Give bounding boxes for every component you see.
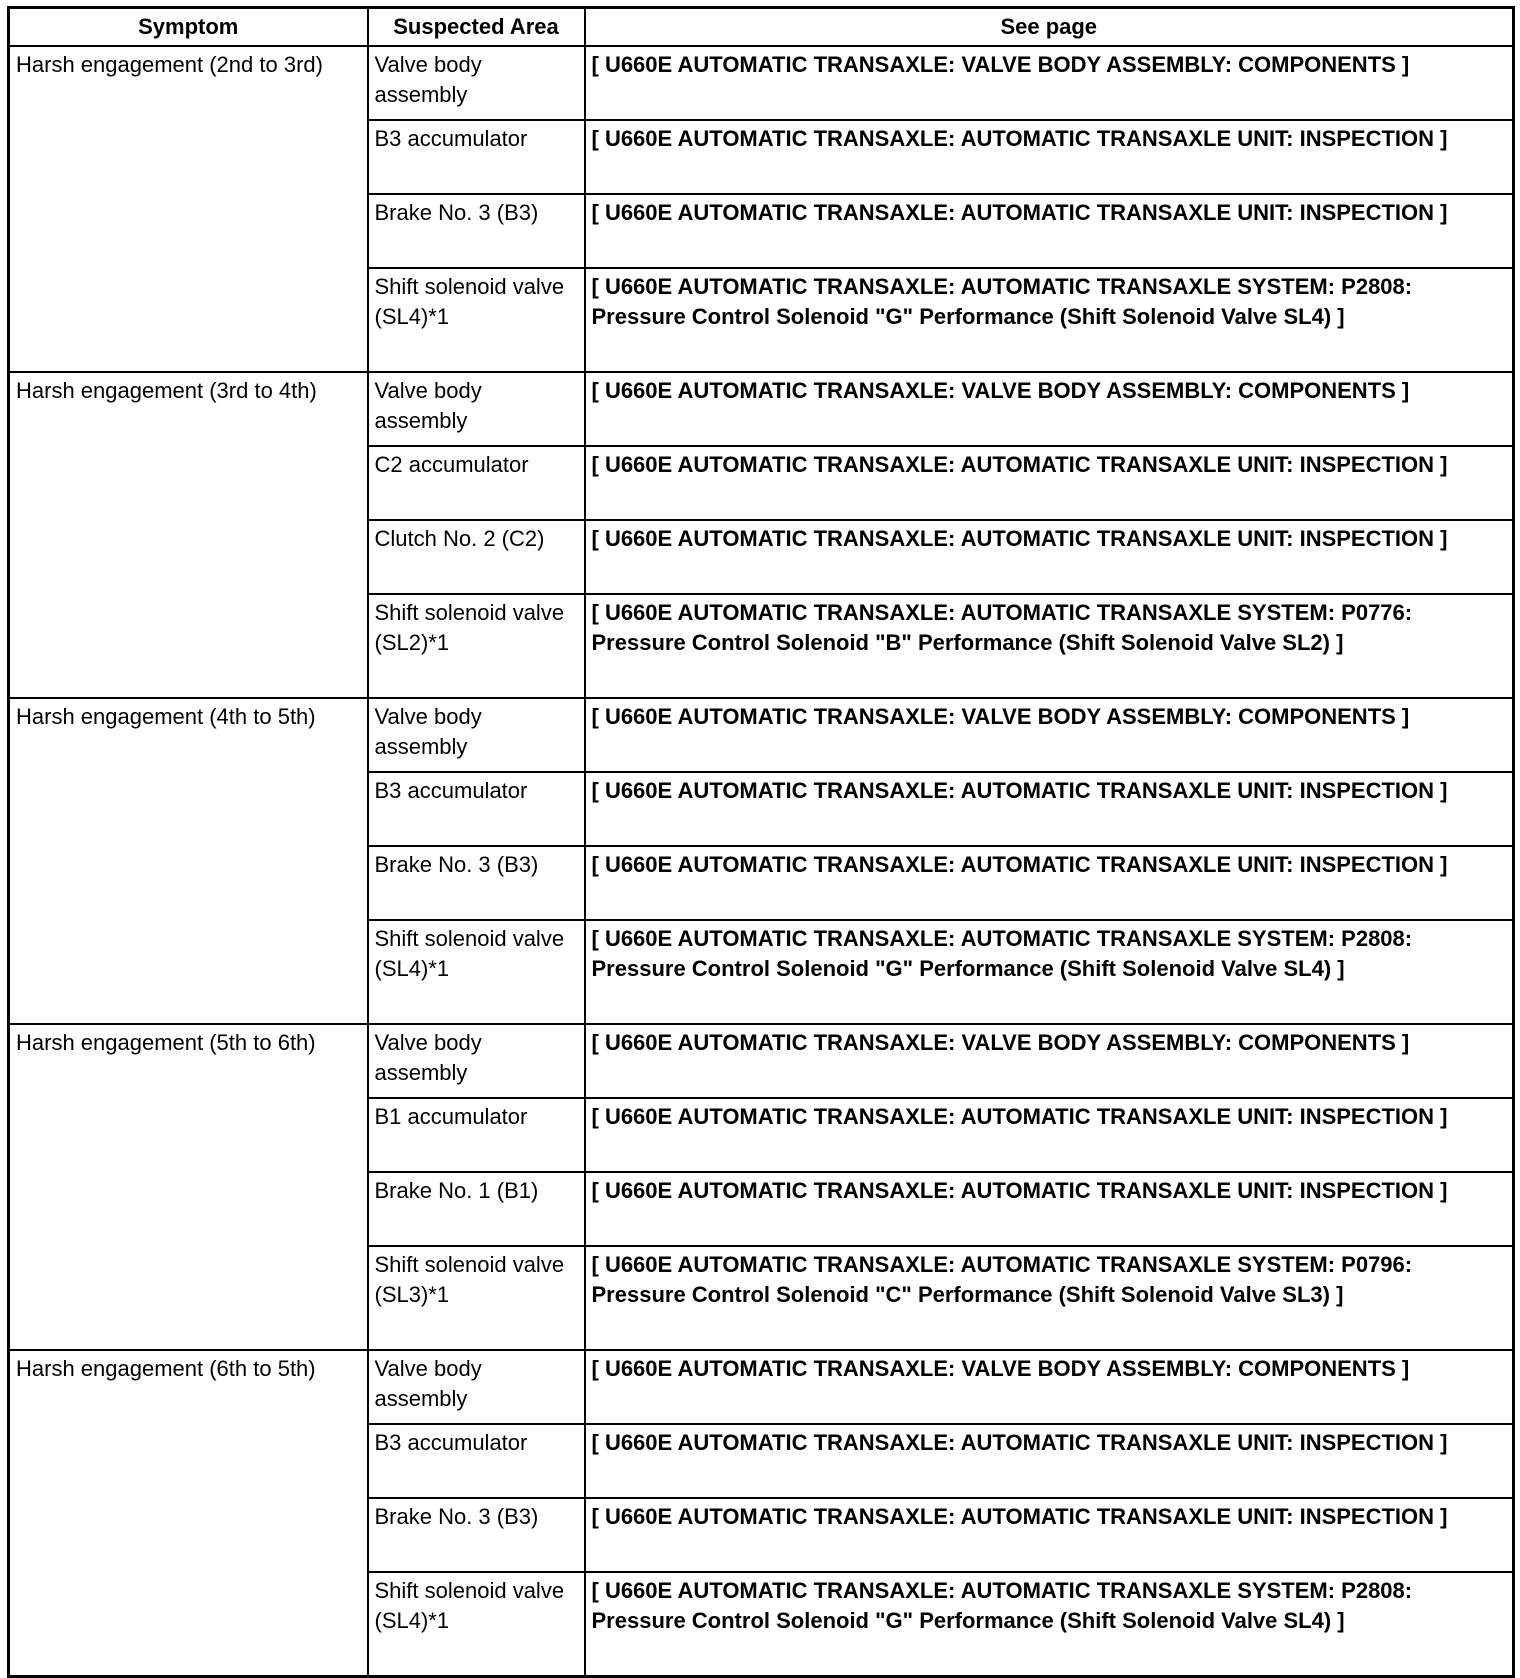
- symptom-cell: Harsh engagement (2nd to 3rd): [9, 46, 368, 372]
- table-row: [9, 698, 1514, 772]
- symptom-cell: Harsh engagement (6th to 5th): [9, 1350, 368, 1677]
- suspected-area-cell: Valve body assembly: [368, 698, 585, 772]
- see-page-link[interactable]: [ U660E AUTOMATIC TRANSAXLE: AUTOMATIC TRANSAXLE UNIT: INSPECTION ]: [585, 846, 1514, 920]
- suspected-area-cell: Shift solenoid valve (SL4)*1: [368, 268, 585, 372]
- suspected-area-cell: B3 accumulator: [368, 772, 585, 846]
- see-page-link[interactable]: [ U660E AUTOMATIC TRANSAXLE: AUTOMATIC TRANSAXLE UNIT: INSPECTION ]: [585, 1498, 1514, 1572]
- suspected-area-cell: Brake No. 3 (B3): [368, 1498, 585, 1572]
- suspected-area-cell: Valve body assembly: [368, 1024, 585, 1098]
- symptom-cell: Harsh engagement (4th to 5th): [9, 698, 368, 1024]
- suspected-area-cell: Valve body assembly: [368, 46, 585, 120]
- table-row: [9, 46, 1514, 120]
- suspected-area-cell: Brake No. 3 (B3): [368, 194, 585, 268]
- see-page-link[interactable]: [ U660E AUTOMATIC TRANSAXLE: AUTOMATIC TRANSAXLE SYSTEM: P2808: Pressure Control Solenoid "G" Performance (Shift Solenoid Valve SL4) ]: [585, 920, 1514, 1024]
- see-page-link[interactable]: [ U660E AUTOMATIC TRANSAXLE: AUTOMATIC TRANSAXLE UNIT: INSPECTION ]: [585, 446, 1514, 520]
- suspected-area-cell: Shift solenoid valve (SL3)*1: [368, 1246, 585, 1350]
- see-page-link[interactable]: [ U660E AUTOMATIC TRANSAXLE: VALVE BODY ASSEMBLY: COMPONENTS ]: [585, 46, 1514, 120]
- header-symptom: Symptom: [9, 8, 368, 47]
- see-page-link[interactable]: [ U660E AUTOMATIC TRANSAXLE: AUTOMATIC TRANSAXLE UNIT: INSPECTION ]: [585, 520, 1514, 594]
- symptom-table: [7, 6, 1515, 1678]
- table-row: [9, 372, 1514, 446]
- suspected-area-cell: Shift solenoid valve (SL4)*1: [368, 1572, 585, 1677]
- suspected-area-cell: Valve body assembly: [368, 372, 585, 446]
- see-page-link[interactable]: [ U660E AUTOMATIC TRANSAXLE: AUTOMATIC TRANSAXLE SYSTEM: P2808: Pressure Control Solenoid "G" Performance (Shift Solenoid Valve SL4) ]: [585, 268, 1514, 372]
- suspected-area-cell: B3 accumulator: [368, 1424, 585, 1498]
- suspected-area-cell: B1 accumulator: [368, 1098, 585, 1172]
- suspected-area-cell: C2 accumulator: [368, 446, 585, 520]
- suspected-area-cell: Shift solenoid valve (SL2)*1: [368, 594, 585, 698]
- see-page-link[interactable]: [ U660E AUTOMATIC TRANSAXLE: AUTOMATIC TRANSAXLE SYSTEM: P0776: Pressure Control Solenoid "B" Performance (Shift Solenoid Valve SL2) ]: [585, 594, 1514, 698]
- symptom-cell: Harsh engagement (5th to 6th): [9, 1024, 368, 1350]
- see-page-link[interactable]: [ U660E AUTOMATIC TRANSAXLE: AUTOMATIC TRANSAXLE UNIT: INSPECTION ]: [585, 120, 1514, 194]
- see-page-link[interactable]: [ U660E AUTOMATIC TRANSAXLE: VALVE BODY ASSEMBLY: COMPONENTS ]: [585, 1350, 1514, 1424]
- see-page-link[interactable]: [ U660E AUTOMATIC TRANSAXLE: AUTOMATIC TRANSAXLE UNIT: INSPECTION ]: [585, 772, 1514, 846]
- see-page-link[interactable]: [ U660E AUTOMATIC TRANSAXLE: AUTOMATIC TRANSAXLE UNIT: INSPECTION ]: [585, 1098, 1514, 1172]
- suspected-area-cell: Brake No. 1 (B1): [368, 1172, 585, 1246]
- see-page-link[interactable]: [ U660E AUTOMATIC TRANSAXLE: VALVE BODY ASSEMBLY: COMPONENTS ]: [585, 1024, 1514, 1098]
- see-page-link[interactable]: [ U660E AUTOMATIC TRANSAXLE: AUTOMATIC TRANSAXLE UNIT: INSPECTION ]: [585, 1424, 1514, 1498]
- see-page-link[interactable]: [ U660E AUTOMATIC TRANSAXLE: VALVE BODY ASSEMBLY: COMPONENTS ]: [585, 372, 1514, 446]
- suspected-area-cell: B3 accumulator: [368, 120, 585, 194]
- suspected-area-cell: Shift solenoid valve (SL4)*1: [368, 920, 585, 1024]
- see-page-link[interactable]: [ U660E AUTOMATIC TRANSAXLE: VALVE BODY ASSEMBLY: COMPONENTS ]: [585, 698, 1514, 772]
- see-page-link[interactable]: [ U660E AUTOMATIC TRANSAXLE: AUTOMATIC TRANSAXLE SYSTEM: P0796: Pressure Control Solenoid "C" Performance (Shift Solenoid Valve SL3) ]: [585, 1246, 1514, 1350]
- header-row: [9, 8, 1514, 47]
- suspected-area-cell: Brake No. 3 (B3): [368, 846, 585, 920]
- see-page-link[interactable]: [ U660E AUTOMATIC TRANSAXLE: AUTOMATIC TRANSAXLE UNIT: INSPECTION ]: [585, 194, 1514, 268]
- table-row: [9, 1350, 1514, 1424]
- suspected-area-cell: Clutch No. 2 (C2): [368, 520, 585, 594]
- see-page-link[interactable]: [ U660E AUTOMATIC TRANSAXLE: AUTOMATIC TRANSAXLE SYSTEM: P2808: Pressure Control Solenoid "G" Performance (Shift Solenoid Valve SL4) ]: [585, 1572, 1514, 1677]
- table-row: [9, 1024, 1514, 1098]
- suspected-area-cell: Valve body assembly: [368, 1350, 585, 1424]
- header-suspected-area: Suspected Area: [368, 8, 585, 47]
- header-see-page: See page: [585, 8, 1514, 47]
- see-page-link[interactable]: [ U660E AUTOMATIC TRANSAXLE: AUTOMATIC TRANSAXLE UNIT: INSPECTION ]: [585, 1172, 1514, 1246]
- symptom-cell: Harsh engagement (3rd to 4th): [9, 372, 368, 698]
